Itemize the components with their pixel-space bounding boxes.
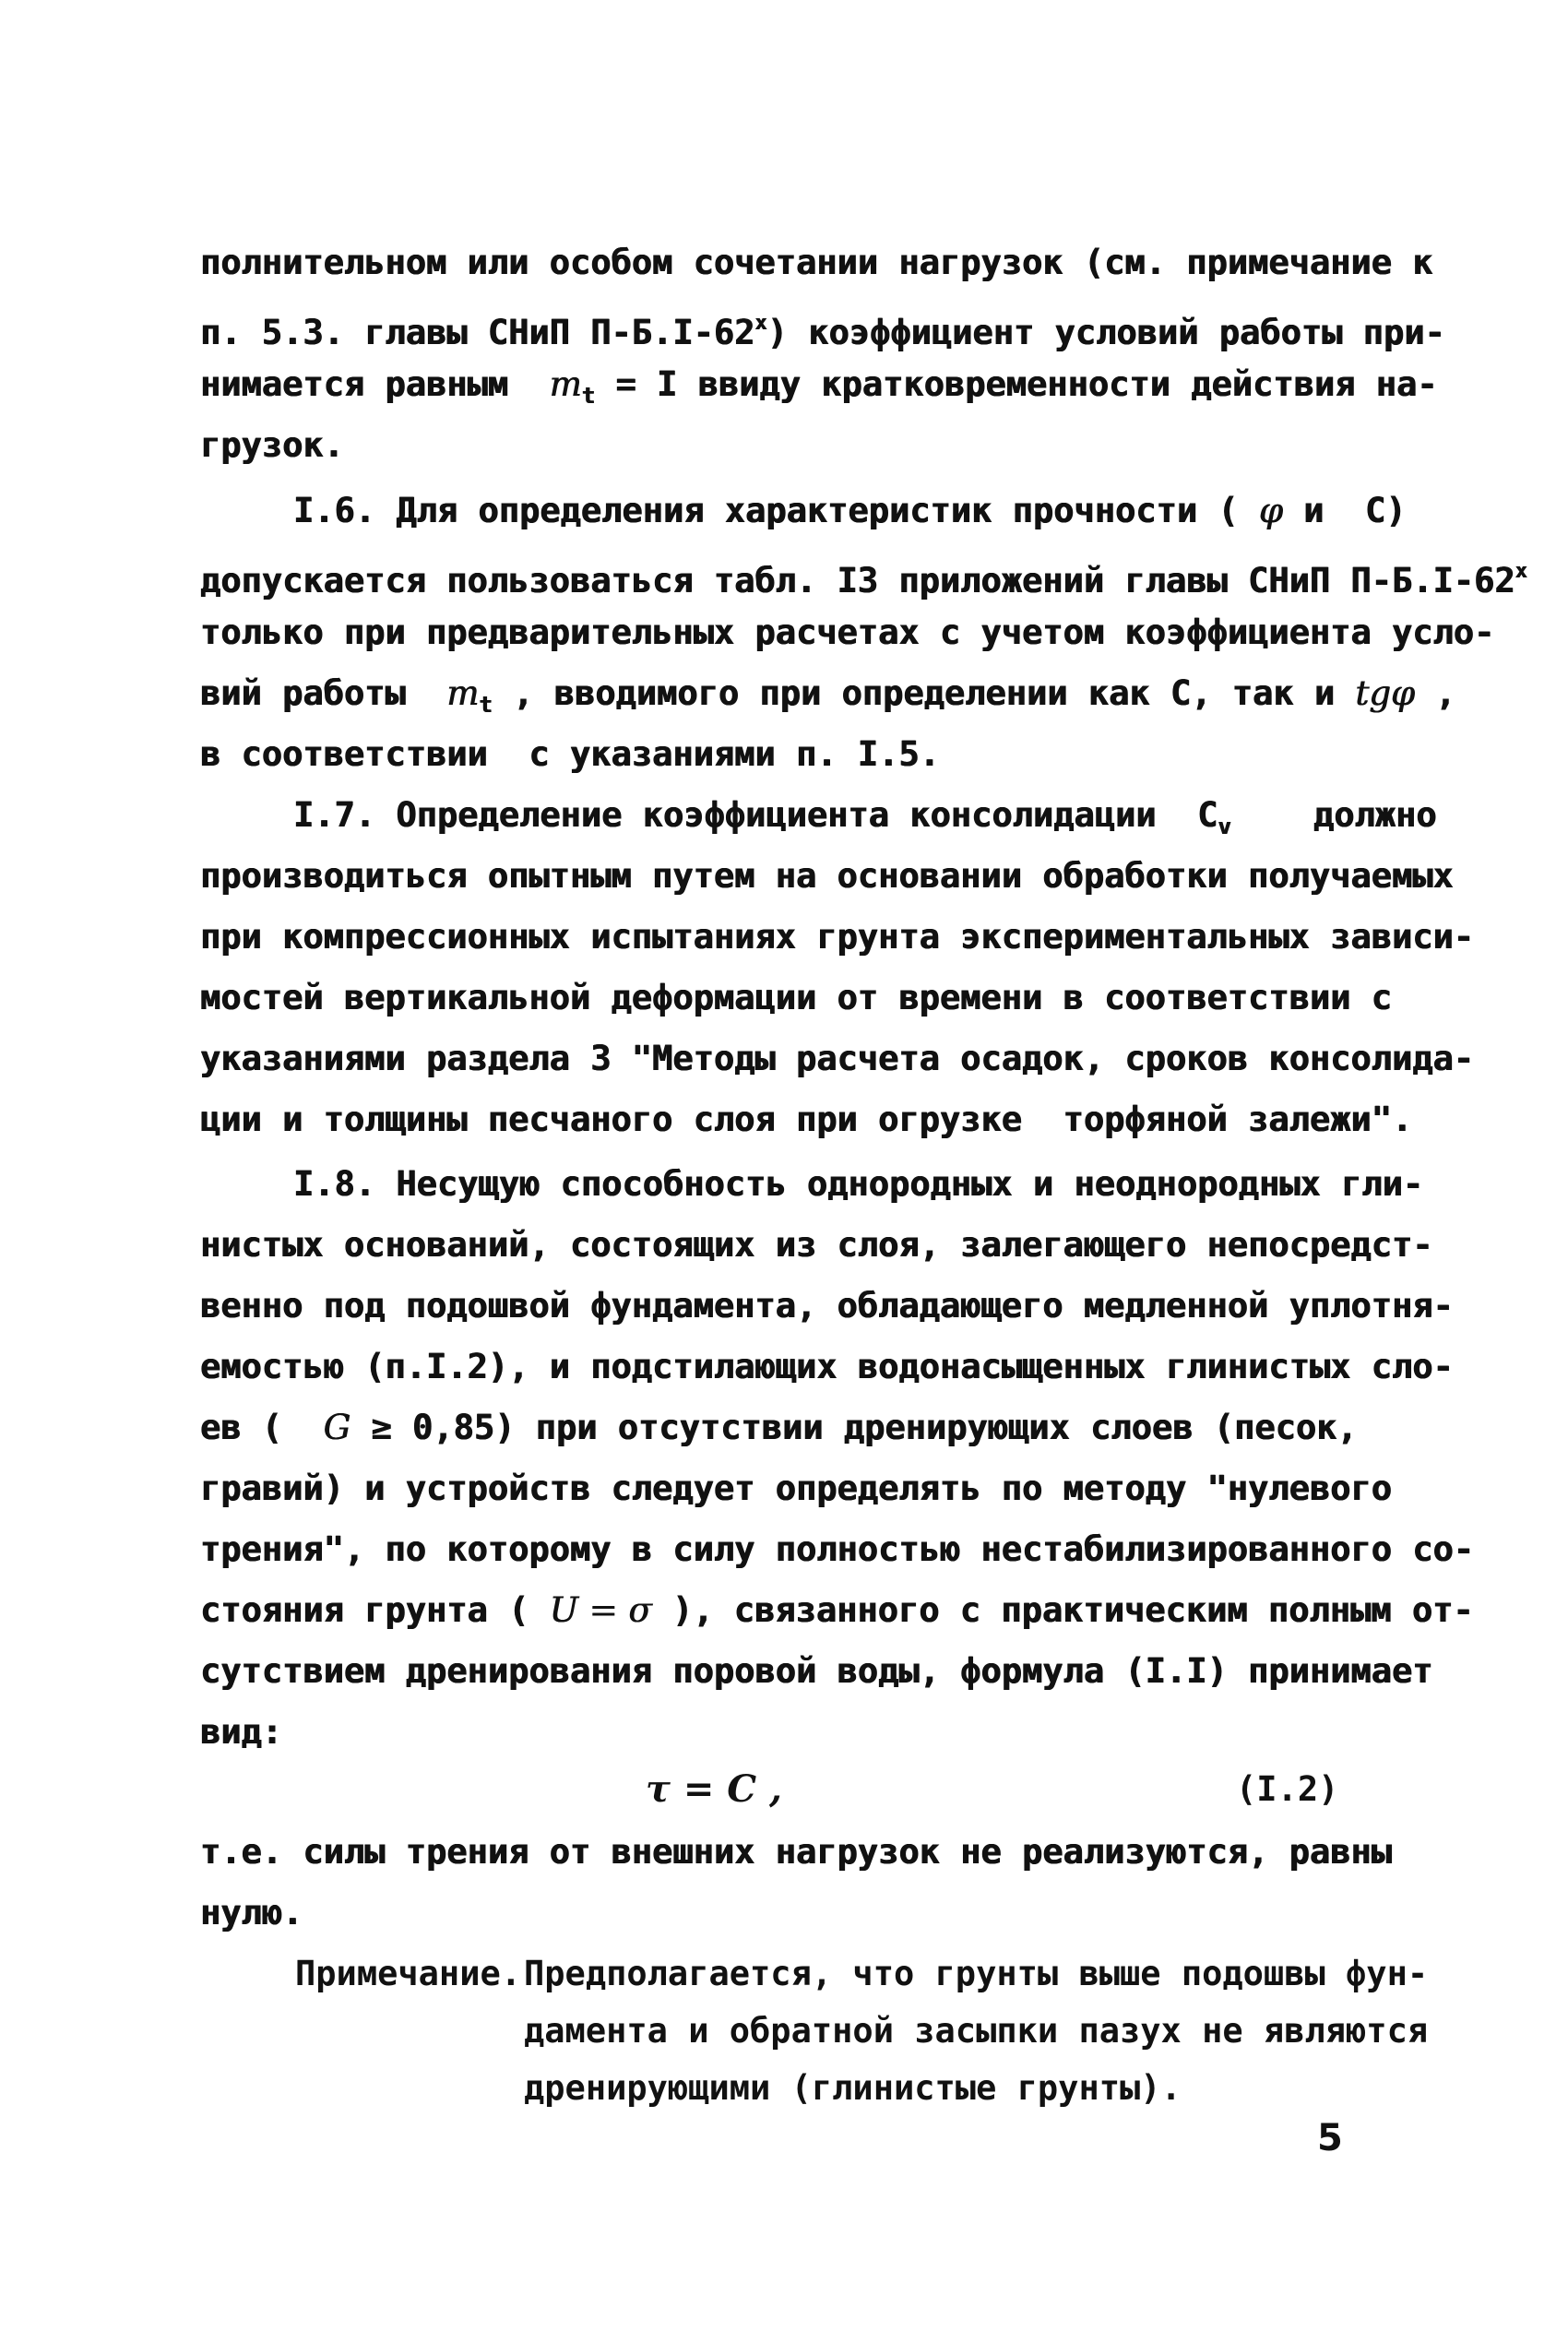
- text-fragment: ,: [1414, 673, 1456, 713]
- superscript: x: [754, 312, 767, 335]
- text-fragment: ) коэффициент условий работы при-: [766, 313, 1445, 352]
- text-fragment: и С): [1282, 491, 1407, 530]
- text-fragment: нимается равным: [200, 364, 550, 404]
- note-label: Примечание.: [295, 1954, 522, 1993]
- text-fragment: I.7. Определение коэффициента консолидации C: [293, 795, 1218, 835]
- text-line: [200, 1408, 1358, 1448]
- text-line: грузок.: [200, 425, 344, 465]
- text-fragment: ев (: [200, 1408, 324, 1447]
- text-line: производиться опытным путем на основании обработки получаемых: [200, 856, 1454, 896]
- note-line: дамента и обратной засыпки пазух не являются: [524, 2011, 1429, 2051]
- text-line: гравий) и устройств следует определять по методу "нулевого: [200, 1469, 1393, 1508]
- text-fragment: ), связанного с практическим полным от-: [651, 1590, 1474, 1630]
- text-line: полнительном или особом сочетании нагрузок (см. примечание к: [200, 243, 1433, 282]
- text-line: только при предварительных расчетах с учетом коэффициента усло-: [200, 612, 1495, 652]
- text-fragment: I.6. Для определения характеристик прочности (: [293, 491, 1259, 530]
- text-fragment: п. 5.3. главы СНиП П-Б.I-62: [200, 313, 755, 352]
- formula: τ = C ,: [646, 1767, 782, 1811]
- note-line: Предполагается, что грунты выше подошвы фун-: [524, 1954, 1429, 1993]
- text-line: [293, 795, 1437, 847]
- formula-number: (I.2): [1236, 1769, 1339, 1809]
- math-symbol: m: [446, 673, 480, 713]
- text-fragment: стояния грунта (: [200, 1590, 550, 1630]
- text-fragment: , вводимого при определении как С, так и: [492, 673, 1356, 713]
- superscript: x: [1515, 560, 1527, 583]
- text-line: венно под подошвой фундамента, обладающего медленной уплотня-: [200, 1286, 1454, 1326]
- math-symbol: U = σ: [549, 1590, 652, 1630]
- subscript: t: [479, 692, 493, 718]
- text-line: [200, 1590, 1474, 1631]
- page-number: 5: [1317, 2117, 1343, 2159]
- text-line: емостью (п.I.2), и подстилающих водонасыщенных глинистых сло-: [200, 1347, 1454, 1386]
- text-line: [200, 673, 1455, 725]
- text-line: [200, 364, 1438, 416]
- text-line: вид:: [200, 1712, 283, 1752]
- text-line: при компрессионных испытаниях грунта экспериментальных зависи-: [200, 917, 1475, 957]
- text-line: в соответствии с указаниями п. I.5.: [200, 734, 940, 774]
- text-line: [200, 303, 1445, 353]
- text-line: сутствием дренирования поровой воды, формула (I.I) принимает: [200, 1651, 1433, 1691]
- text-fragment: допускается пользоваться табл. I3 приложений главы СНиП П-Б.I-62: [200, 561, 1515, 601]
- text-fragment: должно: [1230, 795, 1437, 835]
- text-line: т.е. силы трения от внешних нагрузок не реализуются, равны: [200, 1832, 1393, 1872]
- text-line: нистых оснований, состоящих из слоя, залегающего непосредст-: [200, 1225, 1433, 1265]
- note-line: дренирующими (глинистые грунты).: [524, 2068, 1182, 2108]
- math-symbol: tgφ: [1355, 673, 1415, 713]
- subscript: v: [1218, 814, 1231, 839]
- text-line: [200, 552, 1527, 601]
- text-line: указаниями раздела 3 "Методы расчета осадок, сроков консолида-: [200, 1039, 1475, 1078]
- text-line: I.8. Несущую способность однородных и неоднородных гли-: [293, 1164, 1424, 1204]
- text-fragment: = I ввиду кратковременности действия на-: [595, 364, 1438, 404]
- text-fragment: вий работы: [200, 673, 447, 713]
- text-fragment: ≥ 0,85) при отсутствии дренирующих слоев (песок,: [350, 1408, 1358, 1447]
- math-symbol: G: [323, 1408, 351, 1447]
- text-line: трения", по которому в силу полностью нестабилизированного со-: [200, 1529, 1475, 1569]
- text-line: мостей вертикальной деформации от времени в соответствии с: [200, 978, 1393, 1017]
- subscript: t: [581, 383, 596, 409]
- text-line: ции и толщины песчаного слоя при огрузке торфяной залежи".: [200, 1100, 1413, 1139]
- math-symbol: m: [549, 364, 582, 404]
- text-line: нулю.: [200, 1893, 303, 1933]
- math-symbol: φ: [1258, 491, 1283, 530]
- text-line: [293, 491, 1407, 531]
